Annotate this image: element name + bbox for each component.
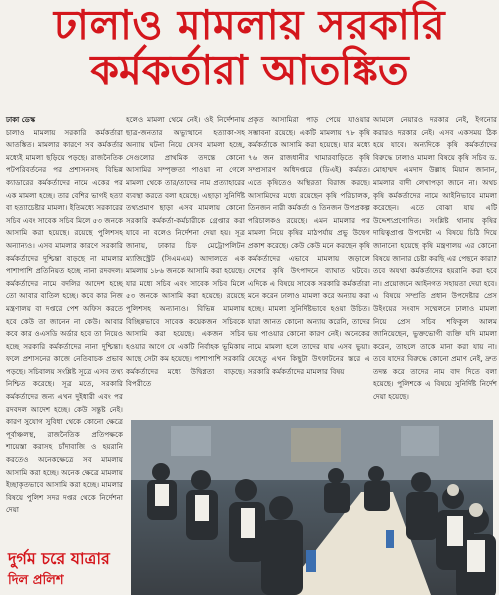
dateline: ঢাকা ডেস্ক: [6, 115, 36, 124]
article-column-1: [6, 114, 123, 515]
headline: [0, 1, 499, 95]
next-story-teaser[interactable]: [8, 548, 133, 592]
article-text-2: হলেও মামলা থেমে নেই। ওই নির্দেশনায় ছাত্র-জনতার অভ্যুত্থানে হত্যাকা-সহ অন্যায় ঘটনা নিয়ে যেসব মামলা হচ্ছে, সেগুলোর প্রাথমিক তদন্তে কোনো আসামির সম্পৃক্ততা পাওয়া না গেলে মামলা থেকে তার/তাদের নাম প্রত্যাহারের ব্যবস্থা করতে বলা হয়েছে। এছাড়া সুনির্দিষ্ট তথ্যপ্রমাণ ছাড়া এসব মামলায় কোনো সরকারি কর্মকর্তা-কর্মচারীকে গ্রেপ্তার করা যাবে না বলেও নির্দেশনা দেয়া হয়। সূত্র জানায়, ঢাকার চিফ মেট্রোপলিটন ম্যাজিস্ট্রেট (সিএমএম) আদালতে এক মামলায় ১৮৬ জনকে আসামি করা হয়েছে। যার মধ্যে সচিব এবং সাবেক সচিব মিলে ৫৩ জনকে আসামি করা হয়েছে। রয়েছে পুলিশসহ অন্যান্যও। বিভিন্ন মামলায় বিচ্ছিন্নভাবে সাবেক কয়েকজন সচিবকে আসামি করা হয়েছে। একজন সচিব হওয়ার আগে যে একটি নির্বাহক ভূমিকায় আছে সেটা কম হয়েছে। পাশাপাশি সরকারি কর্মকর্তাদের মধ্যে উদ্বিগ্নতা বাড়ছে। বিপরীতে: [126, 115, 245, 389]
article-text-3: প্রকৃত আসামিরা পাড় পেয়ে যাওয়ার সম্ভাবনা রয়েছে। একটি মামলায় ৭৮ কৃষি কর্মকর্তাকে আসামি করা হয়েছে। যার মধ্যে ৭৬ জন রাজধানীর খামারবাড়িতে কৃষি সম্প্রসারণ অধিদপ্তরে (ডিএই) কর্মরত। এতে কৃষিতেও অস্থিরতা বিরাজ করছে। আসামিদের মধ্যে রয়েছেন কৃষি পরিচালক, তিনজন নারী কর্মকর্তা ও তিনজন উপপ্রকল্প পরিচালকও রয়েছে। এমন মামলার পর মামলা নিয়ে কৃষির মাঠপর্যায় প্রভু উদ্বেগ প্রকাশ করেছে। কেউ কেউ মনে করছেন কৃষি কর্মকর্তাদের এভাবে মামলায় জড়ালে দেশের কৃষি উৎপাদনে ব্যাঘাত ঘটবে। এদিকে এ বিষয়ে সাবেক সরকারি কর্মকর্তারা মনে করেন ঢালাও মামলা করে অন্যায় করা হচ্ছে। মামলা সুনির্দিষ্টভাবে হওয়া উচিত। যারা জানত কোনো অন্যায় করেনি, তাদের ভয় পাওয়ার কোনো কারণ নেই। অনেকের নামে মামলা হলে তাদের যায় এসব ভুয়া। যেহেতু এখন কিছুটা উৎফাটনের স্তরে এ সরকারি কর্মকর্তাদের মামলার বিষয়: [248, 115, 370, 376]
article-text-4: আমলে নেয়ারও দরকার নেই, ইগনোর করারও দরকার নেই। এসব একসময় ঠিক হয়ে যাবে। অন্যদিকে কৃষি কর্মকর্তাদের বিরুদ্ধে ঢালাও মামলা বিষয়ে কৃষি সচিব ড. মোহাম্মদ এমদাদ উল্লাহ মিয়ান জানান, মামলার বাদী লেখাপড়া জানে না। অথচ কৃষি কর্মকর্তাদের নামে আইনিভাবে মামলা করেছেন। এতে বোঝা যায় এটি উদ্দেশ্যপ্রণোদিত। সংশ্লিষ্ট থানায় কৃষির দায়িত্বপ্রাপ্ত উপদেষ্টা এ বিষয়ে চিঠি দিয়ে জানানো হয়েছে কৃষি মন্ত্রণালয় এর কোনো বিষয়ে জানার চেষ্টা করছি এর পেছনে কারা? তবে অযথা কর্মকর্তাদের হয়রানি করা হবে না। প্রয়োজনে আইনগত সহায়তা দেয়া হবে। এ বিষয়ে সম্প্রতি প্রধান উপদেষ্টার প্রেস উইংয়ের সংবাদ সম্মেলনে ঢালাও মামলা নিয়ে প্রেস সচিব শফিকুল আলম জানিয়েছেন, ভুক্তভোগী ব্যক্তি যদি মামলা করেন, তাহলে তাকে মানা করা যায় না। তবে যাদের বিরুদ্ধে কোনো প্রমাণ নেই, দ্রুত তদন্ত করে তাদের নাম বাদ দিতে বলা হয়েছে। পুলিশকে এ বিষয়ে সুনির্দিষ্ট নির্দেশ দেয়া হয়েছে।: [373, 115, 497, 402]
headline-line-1: ঢালাও মামলায় সরকারি: [53, 1, 446, 49]
teaser-line-2: দিল প্রলিশ: [8, 573, 64, 588]
meeting-photo: [131, 420, 493, 595]
meeting-photo-illustration: [131, 420, 493, 595]
article-text-1: চালাও মামলায় সরকারি কর্মকর্তারা আতঙ্কিত। মামলার কারণে সব কর্মকর্তার মধ্যেই মামলা ছড়িয়ে পড়ছে। রাজনৈতিক পটপরিবর্তনের পর প্রশাসনসহ বিভিন্ন ক্যাডারের কর্মকর্তাদের নামে একের পর এক মামলা হচ্ছে। তার বেশির ভাগই হত্যা বা হত্যাচেষ্টার মামলা। ইতিমধ্যে সরকারের সচিব এবং সাবেক সচিব মিলে ৫৩ জনকে আসামি করা হয়েছে। রয়েছে পুলিশসহ অন্যান্যও। এসব মামলার কারণে সরকারি কর্মকর্তাদের দুশ্চিন্তা বাড়ছে না মামলার পাশাপাশি প্রতিনিয়ত হচ্ছে নানা রদবদল। কর্মকর্তাদের নামে বদলির আদেশ হচ্ছে তো আবার বাতিল হচ্ছে। কবে কার নিজ মন্ত্রণালয় বা দপ্তরে পেশ অফিস করতে হবে কেউ তা জানেন না কেউ। আবার কবে কার ওএসডি অর্ডার হবে তা নিয়েও হচ্ছে সরকারি কর্মকর্তাদের নানা দুশ্চিন্তা। ফলে প্রশাসনের কাজে নেতিবাচক প্রভাব পড়ছে। সচিবালয় সংশ্লিষ্ট সূত্রে এসব তথ্য নিশ্চিত করেছে। সূত্র মতে, সরকারি কর্মকর্তাদের জন্য এখন দুইধারী এবং পর রদবদল আদেশ হচ্ছে। কেউ সন্তুষ্ট নেই। কারণ সুযোগ সুবিধা থেকে কোনো ক্ষেত্রে পূর্বাঞ্চলস্থ, রাজনৈতিক প্রতিপক্ষকে শায়েস্তা করাসহ চাঁদাবাজি ও হয়রানি করতেও অনেকক্ষেত্রে সব মামলায় আসামি করা হচ্ছে। অনেক ক্ষেত্রে মামলায় ইচ্ছাকৃতভাবে আসামি করা হচ্ছে। মামলার বিষয়ে পুলিশ সদর দপ্তর থেকে নির্দেশনা দেয়া: [6, 127, 123, 515]
headline-line-2: কর্মকর্তারা আতঙ্কিত: [90, 46, 409, 95]
teaser-line-1: দুর্গম চরে যাত্রার: [8, 549, 110, 568]
